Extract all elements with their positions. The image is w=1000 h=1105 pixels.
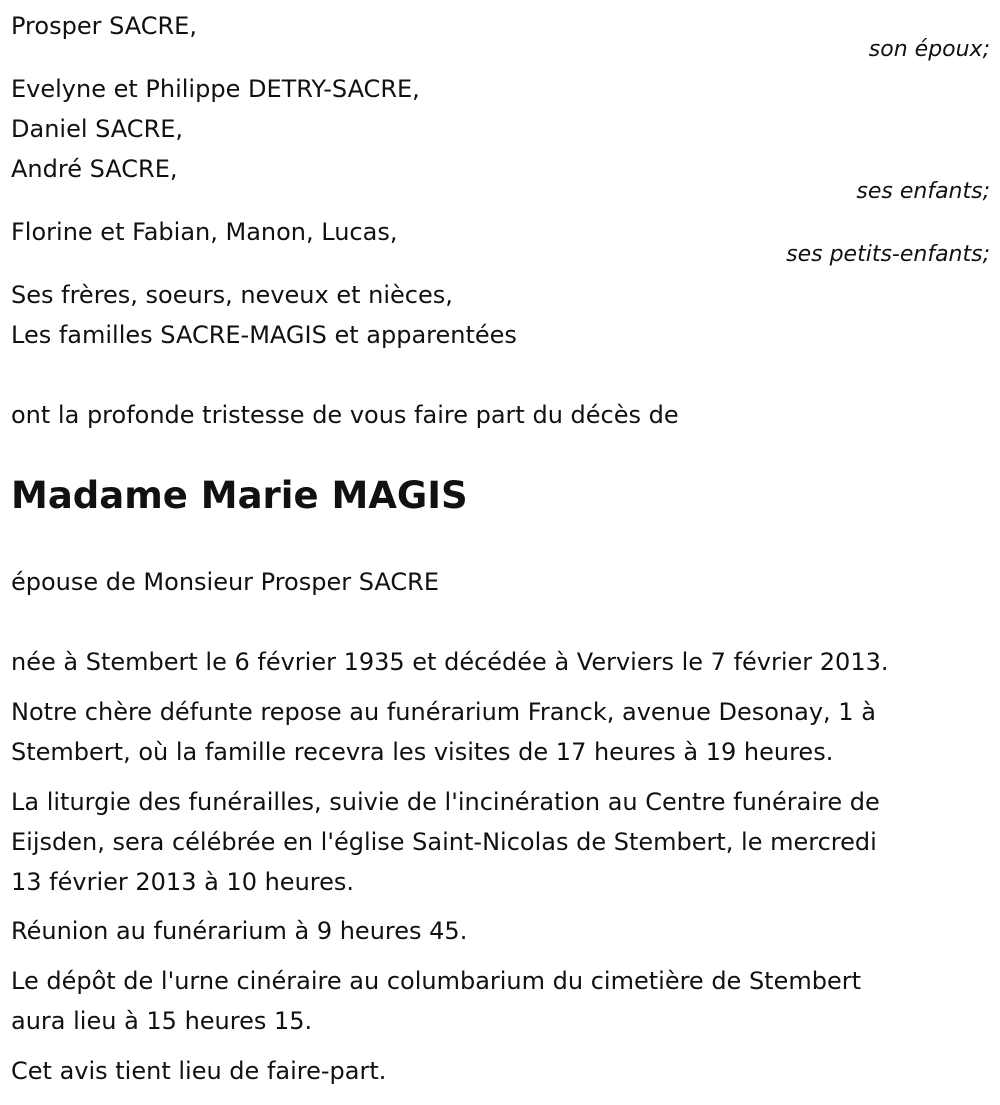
detail-line: La liturgie des funérailles, suivie de l'incinération au Centre funéraire de	[11, 788, 880, 816]
detail-line: Eijsden, sera célébrée en l'église Saint-Nicolas de Stembert, le mercredi	[11, 828, 877, 856]
announcement-text: ont la profonde tristesse de vous faire part du décès de	[11, 401, 679, 429]
spouse-line: Prosper SACRE,	[11, 12, 197, 40]
detail-line: Stembert, où la famille recevra les visites de 17 heures à 19 heures.	[11, 738, 834, 766]
detail-line: Notre chère défunte repose au funérarium Franck, avenue Desonay, 1 à	[11, 698, 876, 726]
deceased-name: Madame Marie MAGIS	[11, 474, 468, 517]
child-line: Evelyne et Philippe DETRY-SACRE,	[11, 75, 420, 103]
detail-line: Le dépôt de l'urne cinéraire au columbarium du cimetière de Stembert	[11, 967, 862, 995]
relatives-line: Les familles SACRE-MAGIS et apparentées	[11, 321, 517, 349]
spouse-role: son époux;	[868, 37, 990, 62]
grandchildren-role: ses petits-enfants;	[786, 242, 990, 267]
spouse-note: épouse de Monsieur Prosper SACRE	[11, 568, 440, 596]
detail-line: aura lieu à 15 heures 15.	[11, 1007, 313, 1035]
birth-death-line: née à Stembert le 6 février 1935 et décédée à Verviers le 7 février 2013.	[11, 648, 889, 676]
children-role: ses enfants;	[856, 179, 990, 204]
relatives-line: Ses frères, soeurs, neveux et nièces,	[11, 281, 453, 309]
child-line: André SACRE,	[11, 155, 178, 183]
closing-line: Cet avis tient lieu de faire-part.	[11, 1057, 387, 1085]
detail-line: 13 février 2013 à 10 heures.	[11, 868, 355, 896]
child-line: Daniel SACRE,	[11, 115, 184, 143]
grandchildren-line: Florine et Fabian, Manon, Lucas,	[11, 218, 398, 246]
detail-line: Réunion au funérarium à 9 heures 45.	[11, 917, 468, 945]
